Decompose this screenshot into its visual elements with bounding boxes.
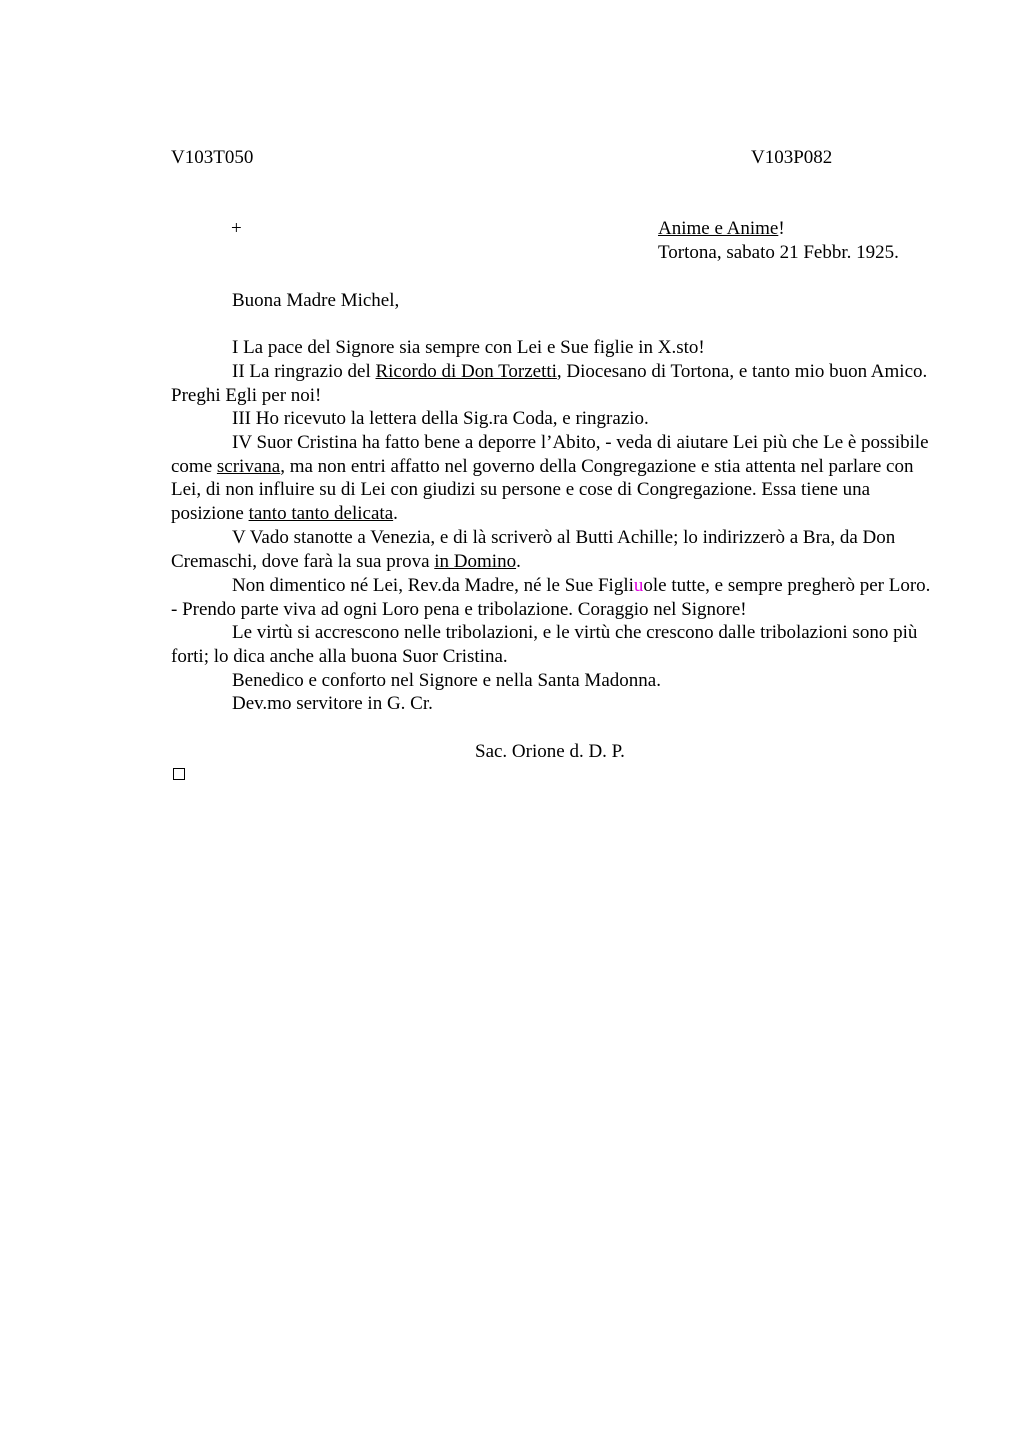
paragraph-5-underlined: in Domino xyxy=(434,550,517,572)
paragraph-4-text-end: . xyxy=(393,503,398,525)
salutation: Buona Madre Michel, xyxy=(232,290,400,311)
paragraph-4-text: IV Suor Cristina ha fatto bene a deporre l’Abito, - veda di aiutare Lei più che Le è possibile come xyxy=(171,432,929,477)
motto-underlined: Anime e Anime xyxy=(658,218,779,239)
cross-symbol: + xyxy=(231,218,242,239)
paragraph-6-highlight: u xyxy=(633,575,644,596)
place-date: Tortona, sabato 21 Febbr. 1925. xyxy=(658,242,899,263)
paragraph-2-text: II La ringrazio del xyxy=(232,361,376,382)
paragraph-7: Le virtù si accrescono nelle tribolazioni, e le virtù che crescono dalle tribolazioni sono più forti; lo dica anche alla buona Suor Cristina. xyxy=(171,622,918,667)
paragraph-2-text-end: , Diocesano di Tortona, e tanto mio buon Amico. Preghi Egli per noi! xyxy=(171,361,928,406)
paragraph-2-underlined: Ricordo di Don Torzetti xyxy=(375,361,557,382)
document-code-right: V103P082 xyxy=(751,147,833,168)
motto-suffix: ! xyxy=(778,218,785,239)
signature: Sac. Orione d. D. P. xyxy=(475,741,625,762)
paragraph-4-underlined-2: tanto tanto delicata xyxy=(248,503,394,525)
paragraph-5 xyxy=(171,526,931,573)
paragraph-8: Benedico e conforto nel Signore e nella Santa Madonna. xyxy=(232,670,661,691)
paragraph-6-text: Non dimentico né Lei, Rev.da Madre, né le Sue Figli xyxy=(232,575,634,596)
paragraph-4 xyxy=(171,431,931,526)
paragraph-4-text-middle: , ma non entri affatto nel governo della Congregazione e stia attenta nel parlare con Lei, di non influire su di Lei con giudizi su persone e cose di Congregazione. Essa tiene una posizione xyxy=(171,455,914,525)
paragraph-1: I La pace del Signore sia sempre con Lei e Sue figlie in X.sto! xyxy=(232,337,705,358)
paragraph-5-text: V Vado stanotte a Venezia, e di là scriverò al Butti Achille; lo indirizzerò a Bra, da Don Cremaschi, dove farà la sua prova xyxy=(171,527,896,572)
paragraph-6 xyxy=(171,574,931,621)
document-code-left: V103T050 xyxy=(171,147,254,168)
paragraph-3: III Ho ricevuto la lettera della Sig.ra Coda, e ringrazio. xyxy=(232,408,649,429)
paragraph-2 xyxy=(171,360,931,407)
paragraph-6-text-end: ole tutte, e sempre pregherò per Loro. - Prendo parte viva ad ogni Loro pena e tribolazione. Coraggio nel Signore! xyxy=(171,575,931,620)
end-marker-box xyxy=(173,768,185,780)
paragraph-4-underlined-1: scrivana xyxy=(216,455,281,477)
paragraph-5-text-end: . xyxy=(516,550,521,572)
paragraph-9: Dev.mo servitore in G. Cr. xyxy=(232,693,433,714)
motto xyxy=(658,217,785,241)
